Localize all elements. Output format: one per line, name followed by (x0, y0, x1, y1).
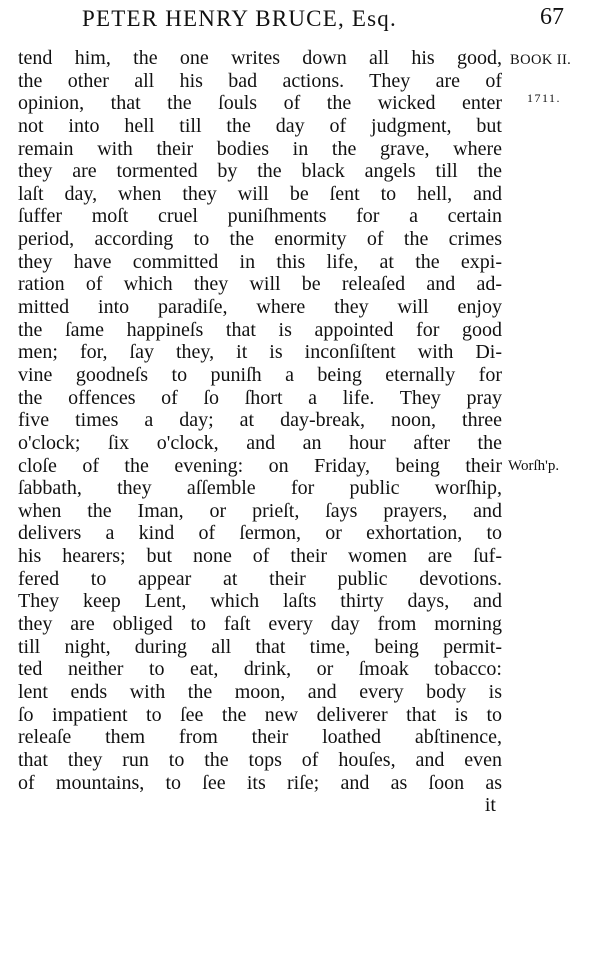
text-line: laſt day, when they will be ſent to hell, and (18, 182, 502, 205)
text-line: They keep Lent, which laſts thirty days, and (18, 590, 502, 613)
text-line: five times a day; at day-break, noon, three (18, 409, 502, 432)
text-line: they are obliged to faſt every day from morning (18, 613, 502, 636)
text-line: the other all his bad actions. They are of (18, 69, 502, 92)
text-line: lent ends with the moon, and every body is (18, 680, 502, 703)
text-line: period, according to the enormity of the crimes (18, 228, 502, 251)
text-line: o'clock; ſix o'clock, and an hour after the (18, 431, 502, 454)
text-line: ſo impatient to ſee the new deliverer that is to (18, 703, 502, 726)
text-line: his hearers; but none of their women are ſuf- (18, 545, 502, 568)
text-line: delivers a kind of ſermon, or exhortation, to (18, 522, 502, 545)
body-text (18, 47, 502, 817)
text-line: releaſe them from their loathed abſtinence, (18, 726, 502, 749)
text-line: remain with their bodies in the grave, where (18, 137, 502, 160)
text-line: of mountains, to ſee its riſe; and as ſoon as (18, 771, 502, 794)
text-line: ration of which they will be releaſed and ad- (18, 273, 502, 296)
text-line: fered to appear at their public devotions. (18, 567, 502, 590)
text-line: the offences of ſo ſhort a life. They pray (18, 386, 502, 409)
text-line: the ſame happineſs that is appointed for good (18, 318, 502, 341)
margin-note-worship: Worſh'p. (508, 458, 560, 474)
running-head-title: PETER HENRY BRUCE, Esq. (82, 6, 397, 31)
text-line: ſabbath, they aſſemble for public worſhip, (18, 477, 502, 500)
running-head (0, 4, 594, 38)
catchword: it (484, 794, 496, 817)
text-line: till night, during all that time, being permit- (18, 635, 502, 658)
text-line: when the Iman, or prieſt, ſays prayers, and (18, 499, 502, 522)
text-line: ted neither to eat, drink, or ſmoak tobacco: (18, 658, 502, 681)
text-line: opinion, that the ſouls of the wicked enter (18, 92, 502, 115)
text-line: mitted into paradiſe, where they will enjoy (18, 296, 502, 319)
margin-note-book: BOOK II. (510, 52, 572, 68)
text-line: ſuffer moſt cruel puniſhments for a certain (18, 205, 502, 228)
margin-note-year: 1711. (527, 91, 562, 105)
text-line: not into hell till the day of judgment, but (18, 114, 502, 137)
text-line: cloſe of the evening: on Friday, being their (18, 454, 502, 477)
page-number: 67 (540, 4, 564, 30)
text-line: men; for, ſay they, it is inconſiſtent with Di- (18, 341, 502, 364)
text-line: they are tormented by the black angels till the (18, 160, 502, 183)
text-line: tend him, the one writes down all his good, (18, 47, 502, 69)
text-line: vine goodneſs to puniſh a being eternally for (18, 363, 502, 386)
text-line: they have committed in this life, at the expi- (18, 250, 502, 273)
text-line: that they run to the tops of houſes, and even (18, 748, 502, 771)
